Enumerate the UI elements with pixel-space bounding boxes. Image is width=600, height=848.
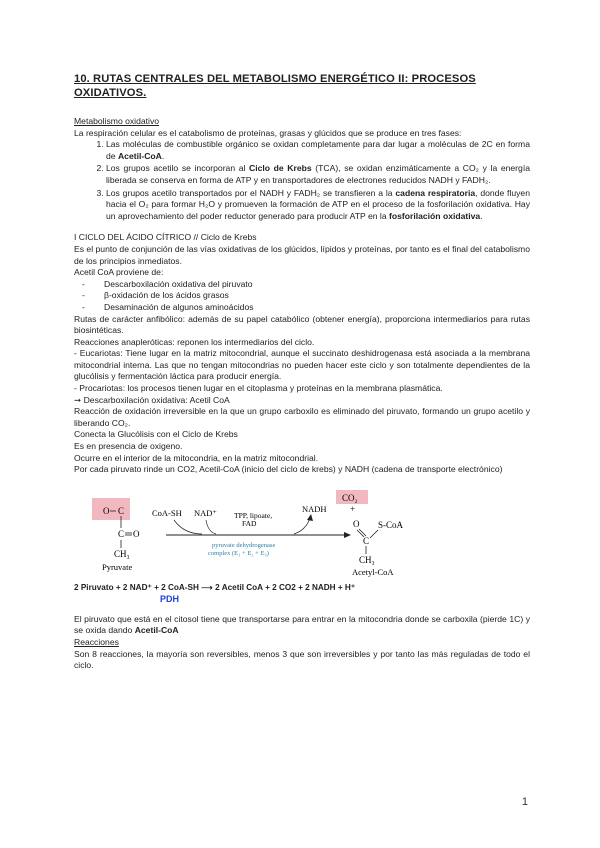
section-subtitle: Reacciones (74, 637, 119, 647)
co2-label: CO₂ (342, 492, 358, 503)
scoa-label: S-CoA (378, 519, 404, 530)
paragraph: Por cada piruvato rinde un CO2, Acetil-CoA (inicio del ciclo de krebs) y NADH (cadena de transporte electrónico) (74, 464, 503, 475)
list-item: 2. Los grupos acetilo se incorporan al Ciclo de Krebs (TCA), se oxidan enzimáticamente a CO₂ y la energía liberada se conserva en forma de ATP y en transportadores de electrones reducidos NADH y FADH₂. (106, 163, 530, 186)
paragraph: El piruvato que está en el citosol tiene que transportarse para entrar en la mitocondria donde se carboxila (pierde 1C) y se oxida dando Acetil-CoA (74, 613, 530, 636)
equation-text: 2 Piruvato + 2 NAD⁺ + 2 CoA-SH ⟶ 2 Acetil CoA + 2 CO2 + 2 NADH + H⁺ (74, 582, 356, 592)
plus-sign: + (350, 503, 356, 514)
cofactor-label: TPP, lipoate, (234, 510, 273, 520)
o-atom: O (353, 518, 360, 529)
enzyme-label: pyruvate dehydrogenase (212, 541, 276, 549)
paragraph: Es el punto de conjunción de las vías oxidativas de los glúcidos, lípidos y proteínas, por tanto es el final del catabolismo de los principios inmediatos. (74, 243, 530, 266)
pdh-equation (74, 582, 530, 606)
sources-list (74, 279, 530, 314)
paragraph: Reacción de oxidación irreversible en la que un grupo carboxilo es eliminado del piruvato, formando un grupo acetilo y liberando CO₂. (74, 406, 530, 428)
ch3-group: CH₃ (114, 548, 130, 559)
nad-label: NAD⁺ (194, 507, 217, 518)
ch3-group: CH₃ (359, 554, 375, 565)
list-item: - Desaminación de algunos aminoácidos (104, 302, 530, 314)
paragraph: Conecta la Glucólisis con el Ciclo de Krebs (74, 429, 238, 440)
pyruvate-label: Pyruvate (102, 561, 133, 572)
paragraph: Ocurre en el interior de la mitocondria, en la matriz mitocondrial. (74, 452, 319, 463)
list-item: 3. Los grupos acetilo transportados por el NADH y FADH₂ se transfieren a la cadena respiratoria, donde fluyen hacia el O₂ para formar H₂O y promueven la formación de ATP en el proceso de la fosforilación oxidativa. Hay un aprovechamiento del poder reductor generado para producir ATP en la fosforilación oxidativa. (106, 188, 530, 223)
pdh-label: PDH (160, 593, 180, 604)
acetylcoa-label: Acetyl-CoA (352, 566, 394, 577)
coash-label: CoA-SH (152, 507, 182, 518)
o-atom: O (133, 528, 140, 539)
nadh-label: NADH (302, 503, 327, 514)
paragraph: ➞ Descarboxilación oxidativa: Acetil CoA (74, 394, 230, 405)
phases-list (74, 139, 530, 222)
paragraph: Es en presencia de oxigeno. (74, 441, 183, 452)
c-atom: C (118, 528, 125, 539)
page-number: 1 (521, 796, 528, 808)
o-atom: O (103, 505, 110, 516)
paragraph: Rutas de carácter anfibólico: además de su papel catabólico (obtener energía), proporciona intermediarios para rutas biosintéticas. (74, 313, 530, 336)
document-page (74, 72, 530, 672)
list-item: - β-oxidación de los ácidos grasos (104, 290, 530, 302)
pyruvate-reaction-figure (74, 490, 530, 580)
arrow-head (307, 514, 313, 521)
c-atom: C (363, 535, 370, 546)
cofactor-label: FAD (242, 518, 257, 528)
page-title: 10. RUTAS CENTRALES DEL METABOLISMO ENERGÉTICO II: PROCESOS OXIDATIVOS. (74, 73, 476, 99)
paragraph: Acetil CoA proviene de: (74, 267, 164, 278)
list-item: 1. Las moléculas de combustible orgánico se oxidan completamente para dar lugar a moléculas de 2C en forma de Acetil-CoA. (106, 139, 530, 162)
c-atom: C (118, 505, 125, 516)
list-item: - Descarboxilación oxidativa del piruvato (104, 279, 530, 291)
nad-curve (206, 520, 216, 534)
paragraph: - Eucariotas: Tiene lugar en la matriz mitocondrial, aunque el succinato deshidrogenasa está asociada a la membrana mitocondrial interna. Las que no tengan mitocondrias no pueden hacer este ciclo y son totalmente dependientes de la glucólisis y fermentación láctica para producir energía. (74, 348, 530, 382)
paragraph: Son 8 reacciones, la mayoría son reversibles, menos 3 que son irreversibles y por tanto las más reguladas de todo el ciclo. (74, 648, 530, 671)
intro-paragraph: La respiración celular es el catabolismo de proteínas, grasas y glúcidos que se produce en tres fases: (74, 127, 462, 138)
enzyme-label: complex (E₁ + E₂ + E₃) (208, 549, 269, 557)
nadh-curve (294, 518, 310, 534)
paragraph: - Procariotas: los procesos tienen lugar en el citoplasma y proteínas en la membrana plasmática. (74, 383, 443, 394)
coash-curve (174, 520, 202, 534)
paragraph: Reacciones anapleróticas: reponen los intermediarios del ciclo. (74, 336, 315, 347)
section-heading: I CICLO DEL ÁCIDO CÍTRICO // Ciclo de Krebs (74, 232, 257, 243)
bond-line (370, 530, 378, 538)
section-subtitle: Metabolismo oxidativo (74, 116, 160, 126)
co2-highlight-box (92, 498, 130, 520)
arrow-head (344, 532, 351, 538)
